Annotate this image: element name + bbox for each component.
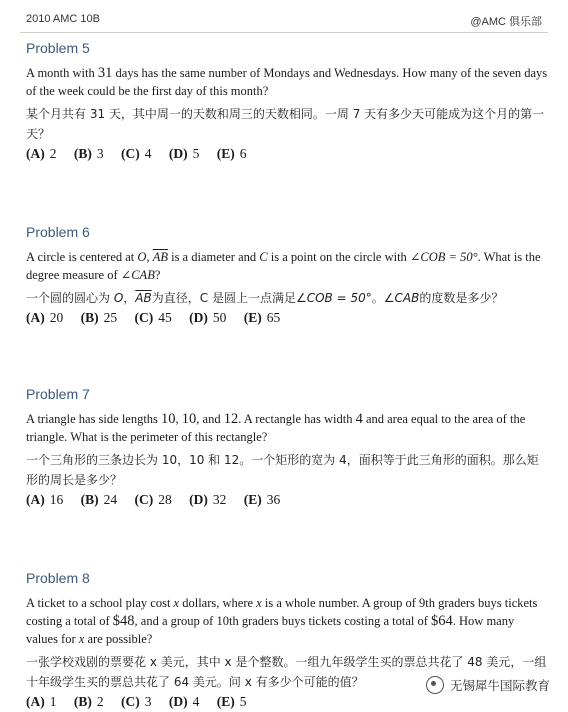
choice-label: (C) bbox=[121, 146, 140, 161]
choice-value: 28 bbox=[158, 492, 172, 507]
text-segment: 的度数是多少？ bbox=[419, 291, 504, 305]
text-segment: A triangle has side lengths bbox=[26, 412, 162, 426]
problem-title: Problem 5 bbox=[26, 40, 90, 56]
math-number: 10 bbox=[181, 411, 197, 427]
math-variable: x bbox=[78, 632, 85, 646]
choice-label: (D) bbox=[168, 146, 188, 161]
answer-choices bbox=[26, 694, 548, 710]
choice-value: 65 bbox=[266, 310, 281, 325]
answer-choice-d[interactable] bbox=[169, 694, 200, 710]
answer-choice-e[interactable] bbox=[217, 694, 247, 710]
problem-7 bbox=[26, 386, 548, 508]
choice-value: 24 bbox=[103, 492, 118, 507]
answer-choice-a[interactable] bbox=[26, 694, 57, 710]
answer-choice-b[interactable] bbox=[81, 492, 118, 508]
math-variable: O bbox=[137, 250, 147, 264]
choice-label: (E) bbox=[216, 146, 235, 161]
choice-value: 3 bbox=[96, 146, 104, 161]
answer-choice-d[interactable] bbox=[189, 492, 226, 508]
text-segment: is a whole number. A group of 9th graders buys tickets costing a total of bbox=[26, 596, 538, 628]
choice-value: 2 bbox=[96, 694, 104, 709]
text-segment: , bbox=[175, 412, 182, 426]
math-number: $48 bbox=[112, 613, 135, 629]
math-variable: x bbox=[173, 596, 180, 610]
choice-label: (D) bbox=[168, 694, 188, 709]
problem-title: Problem 6 bbox=[26, 224, 90, 240]
choice-label: (E) bbox=[243, 492, 262, 507]
choice-value: 4 bbox=[192, 694, 200, 709]
text-segment: , and bbox=[196, 412, 224, 426]
answer-choices bbox=[26, 492, 548, 508]
choice-value: 50 bbox=[212, 310, 227, 325]
choice-value: 5 bbox=[192, 146, 200, 161]
math-number: $64 bbox=[431, 613, 453, 629]
choice-label: (B) bbox=[80, 492, 99, 507]
text-segment: are possible? bbox=[84, 632, 153, 646]
answer-choice-c[interactable] bbox=[135, 310, 172, 326]
text-segment: A ticket to a school play cost bbox=[26, 596, 174, 610]
choice-value: 4 bbox=[144, 146, 152, 161]
answer-choices bbox=[26, 310, 548, 326]
text-segment: , bbox=[146, 250, 153, 264]
answer-choice-b[interactable] bbox=[74, 146, 104, 162]
choice-label: (D) bbox=[189, 492, 208, 507]
answer-choice-d[interactable] bbox=[169, 146, 200, 162]
problem-text-en bbox=[26, 64, 548, 100]
answer-choices bbox=[26, 146, 548, 162]
problem-text-zh: 某个月共有 31 天，其中周一的天数和周三的天数相同。一周 7 天有多少天可能成为这个月的第一天？ bbox=[26, 107, 545, 141]
answer-choice-c[interactable] bbox=[121, 694, 152, 710]
choice-value: 16 bbox=[49, 492, 64, 507]
math-expression: ∠COB = 50° bbox=[295, 291, 372, 305]
page-header bbox=[20, 10, 548, 33]
math-expression: ∠COB = 50° bbox=[409, 250, 478, 264]
problem-5 bbox=[26, 40, 548, 162]
math-variable: x bbox=[256, 596, 262, 610]
choice-value: 45 bbox=[158, 310, 172, 325]
choice-label: (B) bbox=[73, 146, 92, 161]
text-segment: 为直径，C 是圆上一点满足 bbox=[151, 291, 296, 305]
text-segment: . How many values for bbox=[26, 614, 515, 646]
choice-value: 5 bbox=[239, 694, 247, 709]
choice-value: 36 bbox=[266, 492, 281, 507]
text-segment: ? bbox=[154, 268, 161, 282]
text-segment: 一个圆的圆心为 bbox=[26, 291, 114, 305]
answer-choice-e[interactable] bbox=[244, 310, 281, 326]
problem-text-en bbox=[26, 594, 548, 648]
answer-choice-c[interactable] bbox=[121, 146, 152, 162]
math-number: 4 bbox=[355, 411, 363, 427]
text-segment: A month with bbox=[26, 66, 98, 80]
wechat-channel-icon bbox=[426, 676, 444, 694]
math-segment: $\overline{AB}$ bbox=[152, 250, 168, 264]
choice-label: (E) bbox=[243, 310, 262, 325]
math-variable: C bbox=[259, 250, 268, 264]
math-segment: $\overline{AB}$ bbox=[135, 291, 152, 305]
answer-choice-a[interactable] bbox=[26, 310, 63, 326]
header-club-label: @AMC 俱乐部 bbox=[470, 16, 542, 28]
answer-choice-c[interactable] bbox=[135, 492, 172, 508]
choice-label: (D) bbox=[189, 310, 208, 325]
text-segment: is a diameter and bbox=[167, 250, 260, 264]
choice-value: 2 bbox=[49, 146, 57, 161]
text-segment: . A rectangle has width bbox=[238, 412, 356, 426]
choice-label: (A) bbox=[26, 694, 45, 709]
text-segment: 。 bbox=[371, 291, 384, 305]
math-expression: ∠CAB bbox=[383, 291, 420, 305]
choice-label: (C) bbox=[121, 694, 140, 709]
text-segment: A circle is centered at bbox=[26, 250, 138, 264]
watermark bbox=[426, 676, 550, 694]
choice-label: (A) bbox=[26, 492, 45, 507]
answer-choice-e[interactable] bbox=[217, 146, 247, 162]
text-segment: dollars, where bbox=[179, 596, 257, 610]
text-segment: days has the same number of Mondays and Wednesdays. How many of the seven days of the week could be the first day of this month? bbox=[26, 66, 548, 98]
answer-choice-e[interactable] bbox=[244, 492, 281, 508]
math-number: 12 bbox=[223, 411, 239, 427]
answer-choice-b[interactable] bbox=[74, 694, 104, 710]
problem-title: Problem 8 bbox=[26, 570, 90, 586]
choice-label: (A) bbox=[26, 146, 45, 161]
text-segment: is a point on the circle with bbox=[267, 250, 410, 264]
math-number: 31 bbox=[97, 65, 113, 81]
choice-label: (C) bbox=[134, 492, 154, 507]
header-contest-label: 2010 AMC 10B bbox=[26, 13, 100, 25]
answer-choice-a[interactable] bbox=[26, 492, 63, 508]
problem-6 bbox=[26, 224, 548, 326]
text-segment: . What is the degree measure of bbox=[26, 250, 541, 282]
choice-value: 1 bbox=[49, 694, 57, 709]
problem-text-zh bbox=[26, 288, 548, 308]
problem-text-zh: 一张学校戏剧的票要花 x 美元，其中 x 是个整数。一组九年级学生买的票总共花了 48 美元，一组十年级学生买的票总共花了 64 美元。问 x 有多少个可能的值？ bbox=[26, 655, 547, 689]
choice-value: 20 bbox=[49, 310, 64, 325]
choice-label: (E) bbox=[216, 694, 235, 709]
answer-choice-d[interactable] bbox=[189, 310, 226, 326]
text-segment: , and a group of 10th graders buys tickets costing a total of bbox=[134, 614, 432, 628]
choice-label: (A) bbox=[26, 310, 45, 325]
answer-choice-b[interactable] bbox=[81, 310, 118, 326]
problem-text-en bbox=[26, 248, 548, 284]
choice-label: (B) bbox=[80, 310, 99, 325]
text-segment: ， bbox=[123, 291, 136, 305]
choice-value: 3 bbox=[144, 694, 152, 709]
math-variable: O bbox=[113, 291, 124, 305]
choice-value: 25 bbox=[103, 310, 118, 325]
problem-text-en bbox=[26, 410, 548, 446]
watermark-text: 无锡犀牛国际教育 bbox=[449, 678, 550, 693]
text-segment: and area equal to the area of the triangle. What is the perimeter of this rectangle? bbox=[26, 412, 526, 444]
problem-title: Problem 7 bbox=[26, 386, 90, 402]
choice-label: (B) bbox=[73, 694, 92, 709]
problem-text-zh: 一个三角形的三条边长为 10，10 和 12。一个矩形的宽为 4，面积等于此三角形的面积。那么矩形的周长是多少？ bbox=[26, 453, 539, 487]
choice-value: 6 bbox=[239, 146, 247, 161]
answer-choice-a[interactable] bbox=[26, 146, 57, 162]
choice-value: 32 bbox=[212, 492, 227, 507]
math-number: 10 bbox=[161, 411, 176, 427]
choice-label: (C) bbox=[134, 310, 154, 325]
math-expression: ∠CAB bbox=[120, 268, 155, 282]
